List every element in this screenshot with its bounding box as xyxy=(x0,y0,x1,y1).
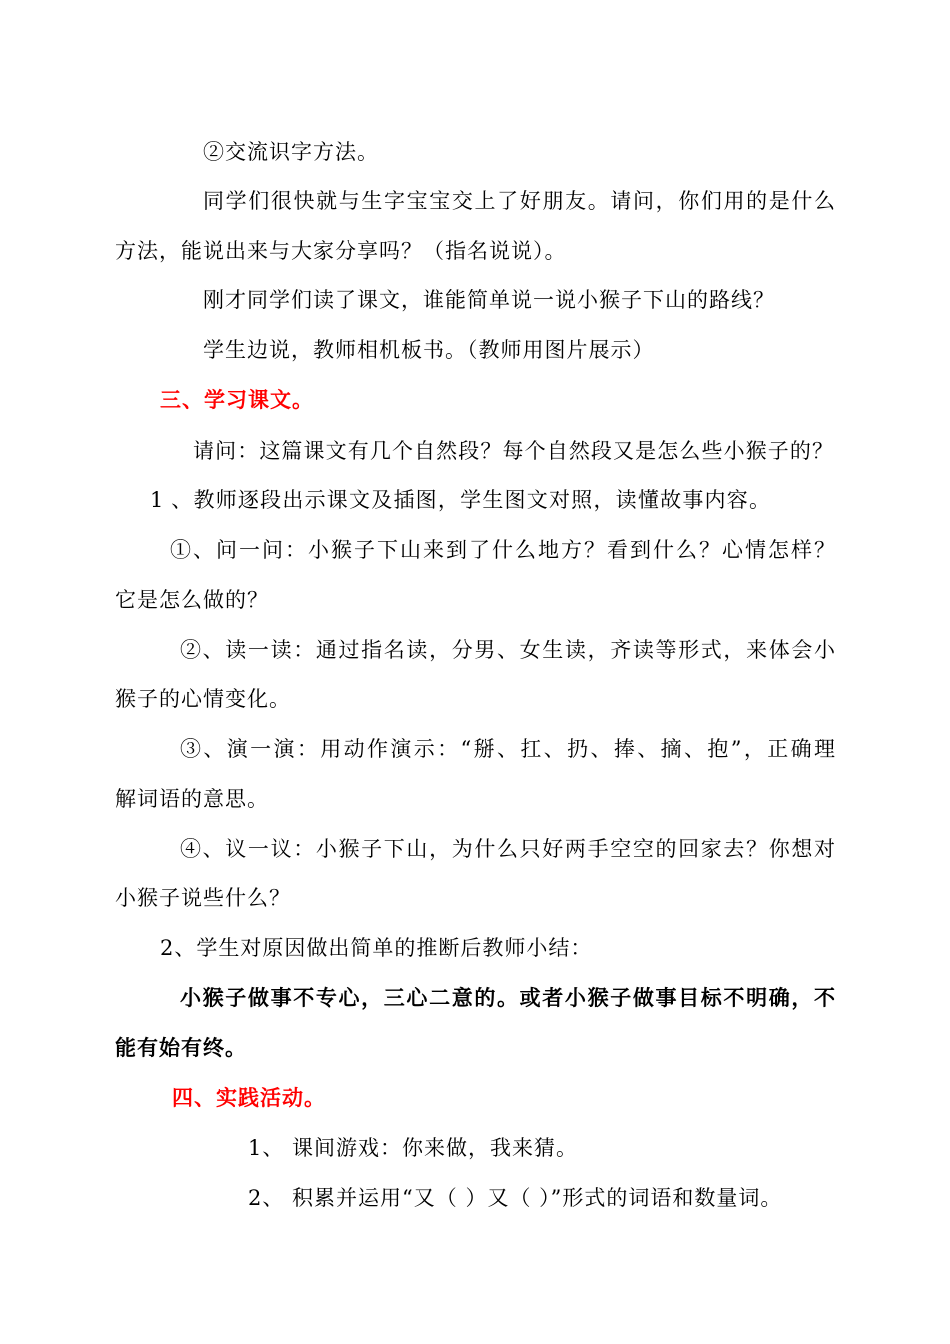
text-line-10: 它是怎么做的？ xyxy=(115,588,269,612)
text-line-9: ①、问一问：小猴子下山来到了什么地方？看到什么？心情怎样？ xyxy=(170,538,835,562)
activity-item-2: 2、 积累并运用“又（ ）又（ ）”形式的词语和数量词。 xyxy=(248,1186,783,1210)
summary-line-1: 小猴子做事不专心，三心二意的。或者小猴子做事目标不明确，不 xyxy=(180,986,835,1010)
text-line-16: 小猴子说些什么？ xyxy=(115,886,291,910)
text-line-5: 学生边说，教师相机板书。（教师用图片展示） xyxy=(203,338,655,362)
text-line-8: 1 、教师逐段出示课文及插图，学生图文对照，读懂故事内容。 xyxy=(150,488,770,512)
text-line-13: ③、演一演：用动作演示：“掰、扛、扔、捧、摘、抱”，正确理 xyxy=(180,737,835,761)
text-line-15: ④、议一议：小猴子下山，为什么只好两手空空的回家去？你想对 xyxy=(180,837,835,861)
text-line-1: ②交流识字方法。 xyxy=(203,140,379,164)
summary-line-2: 能有始有终。 xyxy=(115,1036,247,1060)
section-heading-3: 三、学习课文。 xyxy=(160,388,314,412)
text-line-14: 解词语的意思。 xyxy=(115,787,269,811)
section-heading-4: 四、实践活动。 xyxy=(172,1086,326,1110)
text-line-7: 请问：这篇课文有几个自然段？每个自然段又是怎么些小猴子的？ xyxy=(193,439,833,463)
text-line-17: 2、学生对原因做出简单的推断后教师小结： xyxy=(160,936,593,960)
activity-item-1: 1、 课间游戏：你来做，我来猜。 xyxy=(248,1136,579,1160)
text-line-11: ②、读一读：通过指名读，分男、女生读，齐读等形式，来体会小 xyxy=(180,638,835,662)
text-line-4: 刚才同学们读了课文，谁能简单说一说小猴子下山的路线？ xyxy=(203,288,775,312)
text-line-12: 猴子的心情变化。 xyxy=(115,687,291,711)
text-line-3: 方法，能说出来与大家分享吗？（指名说说）。 xyxy=(115,239,567,263)
text-line-2: 同学们很快就与生字宝宝交上了好朋友。请问，你们用的是什么 xyxy=(203,189,835,213)
